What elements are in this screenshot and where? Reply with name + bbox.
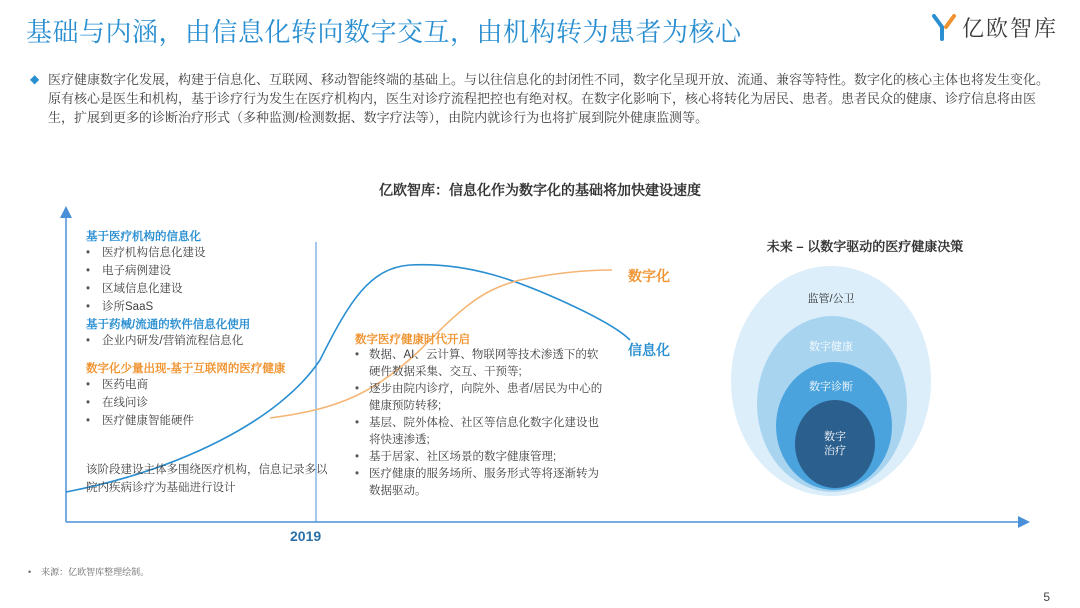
- ring-label: 监管/公卫: [807, 293, 855, 305]
- section3-title: 数字化少量出现-基于互联网的医疗健康: [86, 363, 286, 375]
- page-title: 基础与内涵，由信息化转向数字交互，由机构转为患者为核心: [26, 17, 742, 47]
- list-item: • 逐步由院内诊疗，向院外、患者/居民为中心的健康预防转移;: [355, 383, 603, 412]
- list-item: • 医疗健康的服务场所、服务形式等将逐渐转为数据驱动。: [355, 468, 599, 497]
- intro-text: 医疗健康数字化发展，构建于信息化、互联网、移动智能终端的基础上。与以往信息化的封闭性不同，数字化呈现开放、流通、兼容等特性。数字化的核心主体也将发生变化。原有核心是医生和机构，基于诊疗行为发生在医疗机构内，医生对诊疗流程把控也有绝对权。在数字化影响下，核心将转化为居民、患者。患者民众的健康、诊疗信息将由医生，扩展到更多的诊断治疗形式（多种监测/检测数据、数字疗法等），由院内就诊行为也将扩展到院外健康监测等。: [48, 72, 1050, 125]
- diamond-bullet-icon: ◆: [30, 72, 40, 86]
- year-label: 2019: [290, 528, 322, 544]
- ring-label: 数字 治疗: [824, 431, 846, 457]
- list-item: • 基层、院外体检、社区等信息化数字化建设也将快速渗透;: [355, 417, 599, 446]
- list-item: • 区域信息化建设: [86, 283, 183, 295]
- ring-label: 数字健康: [809, 341, 853, 353]
- list-item: • 电子病例建设: [86, 265, 171, 277]
- left-note: 该阶段建设主体多围绕医疗机构，信息记录多以院内疾病诊疗为基础进行设计: [86, 464, 328, 494]
- list-item: • 在线问诊: [86, 397, 148, 409]
- diagram-title: 亿欧智库：信息化作为数字化的基础将加快建设速度: [379, 182, 701, 198]
- page-number: 5: [1043, 590, 1050, 604]
- source-note: • 来源：亿欧智库整理绘制。: [28, 567, 150, 577]
- middle-title: 数字医疗健康时代开启: [355, 334, 470, 346]
- ring-label: 数字诊断: [809, 381, 853, 393]
- list-item: • 诊所SaaS: [86, 301, 154, 313]
- list-item: • 医疗健康智能硬件: [86, 415, 194, 427]
- list-item: • 基于居家、社区场景的数字健康管理;: [355, 451, 557, 463]
- digital-curve-label: 数字化: [628, 268, 670, 284]
- list-item: • 医药电商: [86, 379, 148, 391]
- logo-text: 亿欧智库: [961, 15, 1058, 41]
- left-column: [86, 228, 285, 430]
- section1-title: 基于医疗机构的信息化: [86, 231, 201, 243]
- info-curve-label: 信息化: [628, 342, 670, 358]
- middle-column: [355, 331, 604, 500]
- list-item: • 数据、AI、云计算、物联网等技术渗透下的软硬件数据采集、交互、干预等;: [355, 349, 599, 378]
- future-title: 未来 – 以数字驱动的医疗健康决策: [766, 239, 964, 254]
- list-item: • 医疗机构信息化建设: [86, 247, 206, 259]
- section2-title: 基于药械/流通的软件信息化使用: [86, 319, 251, 331]
- list-item: • 企业内研发/营销流程信息化: [86, 335, 244, 347]
